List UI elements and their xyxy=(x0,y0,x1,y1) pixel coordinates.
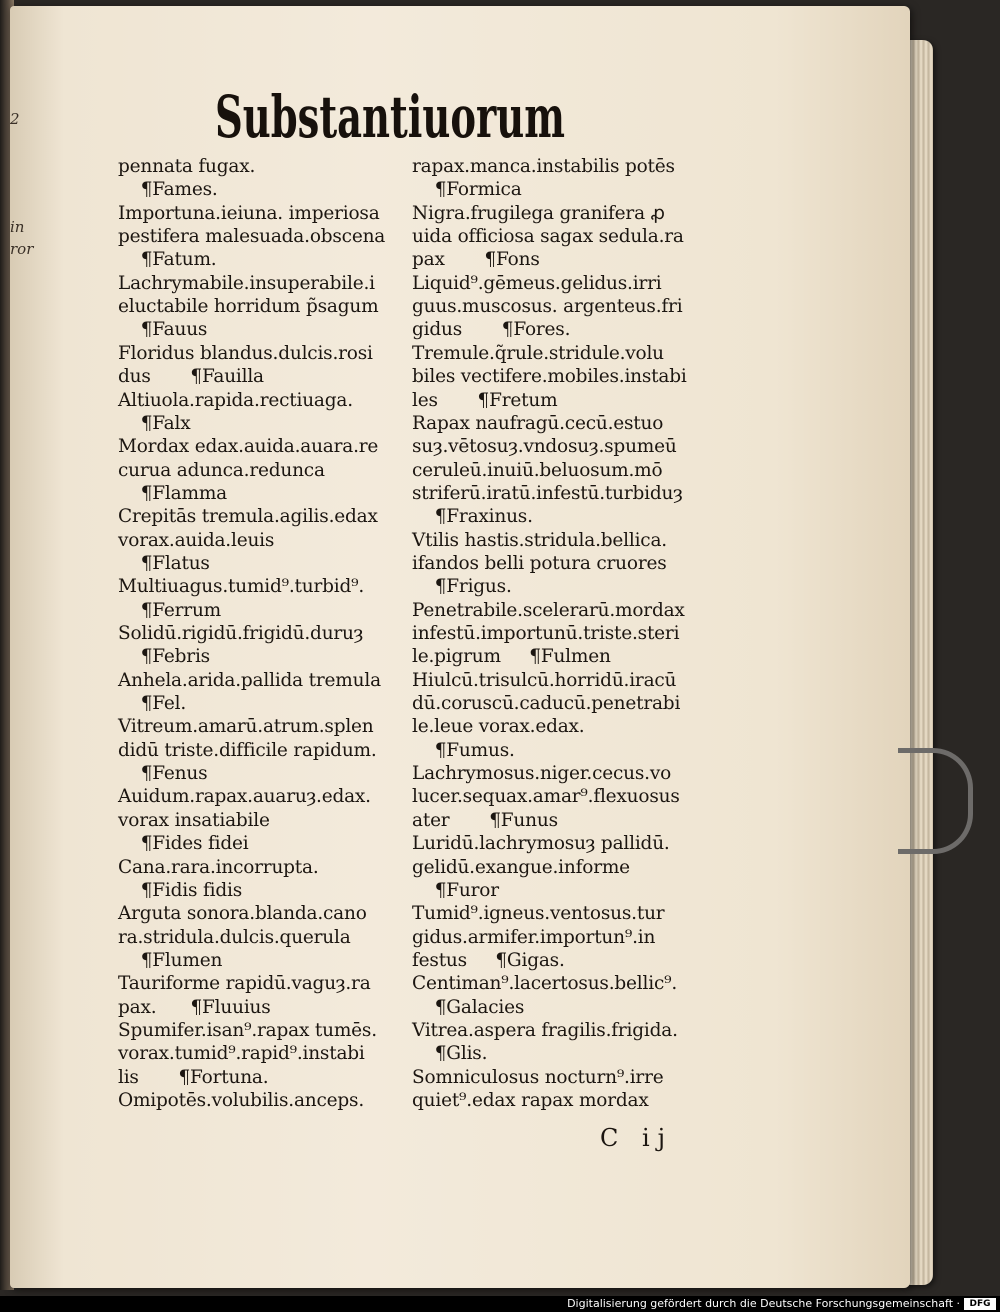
margin-note: ror xyxy=(10,240,34,258)
text-line: ifandos belli potura cruores xyxy=(412,552,667,574)
text-line: Lachrymabile.insuperabile.i xyxy=(118,272,375,294)
text-line: Hiulcū.trisulcū.horridū.iracū xyxy=(412,669,677,691)
text-line: ¶Fel. xyxy=(118,693,187,715)
signature-mark: C ij xyxy=(600,1124,674,1152)
text-line: vorax.tumid⁹.rapid⁹.instabi xyxy=(118,1043,365,1065)
text-line: vorax.auida.leuis xyxy=(118,529,275,551)
text-line: vorax insatiabile xyxy=(118,809,270,831)
text-line: Mordax edax.auida.auara.re xyxy=(118,436,379,458)
text-line: Vtilis hastis.stridula.bellica. xyxy=(412,529,667,551)
text-line: Auidum.rapax.auaruȝ.edax. xyxy=(118,786,371,808)
text-line: Omipotēs.volubilis.anceps. xyxy=(118,1090,365,1111)
text-line: Anhela.arida.pallida tremula xyxy=(118,669,381,691)
text-line: ¶Fauus xyxy=(118,319,208,341)
text-line: ¶Frigus. xyxy=(412,576,512,598)
text-line: festus ¶Gigas. xyxy=(412,949,565,971)
dfg-logo: DFG xyxy=(964,1298,996,1310)
text-line: Rapax naufragū.cecū.estuo xyxy=(412,412,664,434)
text-line: pax. ¶Fluuius xyxy=(118,996,271,1018)
text-line: striferū.iratū.infestū.turbiduȝ xyxy=(412,482,683,504)
text-line: ¶Flatus xyxy=(118,552,210,574)
text-line: Tremule.q̃rule.stridule.volu xyxy=(412,342,664,364)
text-line: ¶Falx xyxy=(118,412,191,434)
text-line: Arguta sonora.blanda.cano xyxy=(118,903,367,925)
text-line: dus ¶Fauilla xyxy=(118,366,264,388)
text-line: pestifera malesuada.obscena xyxy=(118,226,386,248)
text-line: Importuna.ieiuna. imperiosa xyxy=(118,202,380,224)
text-line: Liquid⁹.gēmeus.gelidus.irri xyxy=(412,272,662,294)
footer-bar xyxy=(0,1296,1000,1312)
text-line: ¶Flumen xyxy=(118,949,223,971)
text-line: ¶Furor xyxy=(412,879,499,901)
text-line: suȝ.vētosuȝ.vndosuȝ.spumeū xyxy=(412,436,677,458)
text-line: Somniculosus nocturn⁹.irre xyxy=(412,1066,664,1088)
text-line: uida officiosa sagax sedula.ra xyxy=(412,226,684,248)
text-line: Tumid⁹.igneus.ventosus.tur xyxy=(412,903,665,925)
text-line: Solidū.rigidū.frigidū.duruȝ xyxy=(118,623,364,644)
text-line: le.pigrum ¶Fulmen xyxy=(412,646,611,668)
text-line: ra.stridula.dulcis.querula xyxy=(118,926,351,948)
text-line: ¶Fidis fidis xyxy=(118,879,242,901)
text-line: Cana.rara.incorrupta. xyxy=(118,856,319,878)
text-line: Tauriforme rapidū.vaguȝ.ra xyxy=(118,973,371,995)
text-line: Crepitās tremula.agilis.edax xyxy=(118,506,378,528)
page-clip xyxy=(898,748,973,854)
text-line: lucer.sequax.amar⁹.flexuosus xyxy=(412,786,680,808)
text-line: eluctabile horridum p̃sagum xyxy=(118,296,379,318)
text-line: ¶Fumus. xyxy=(412,739,515,761)
text-line: ceruleū.inuiū.beluosum.mō xyxy=(412,459,663,481)
footer-credit: Digitalisierung gefördert durch die Deutsche Forschungsgemeinschaft · xyxy=(567,1297,960,1310)
text-line: Penetrabile.scelerarū.mordax xyxy=(412,599,685,621)
page-heading xyxy=(210,82,570,152)
text-line: ¶Flamma xyxy=(118,482,227,504)
text-line: biles vectifere.mobiles.instabi xyxy=(412,366,687,388)
text-line: Vitreum.amarū.atrum.splen xyxy=(118,716,374,738)
text-line: Centiman⁹.lacertosus.bellic⁹. xyxy=(412,973,678,995)
text-line: gelidū.exangue.informe xyxy=(412,856,630,878)
text-line: ¶Ferrum xyxy=(118,599,222,621)
text-line: infestū.importunū.triste.steri xyxy=(412,623,680,644)
heading-blackletter xyxy=(210,82,570,152)
text-line: pennata fugax. xyxy=(118,156,256,177)
margin-note: 2 xyxy=(10,110,20,128)
text-line: Floridus blandus.dulcis.rosi xyxy=(118,342,373,364)
text-line: Lachrymosus.niger.cecus.vo xyxy=(412,763,672,785)
text-line: lis ¶Fortuna. xyxy=(118,1066,269,1088)
text-line: ¶Formica xyxy=(412,179,522,201)
text-line: didū triste.difficile rapidum. xyxy=(118,739,377,761)
text-line: quiet⁹.edax rapax mordax xyxy=(412,1090,649,1111)
text-line: ¶Fatum. xyxy=(118,249,217,271)
text-line: ¶Fames. xyxy=(118,179,218,201)
text-line: ¶Fenus xyxy=(118,763,208,785)
text-line: ¶Fides fidei xyxy=(118,833,249,855)
text-line: gidus ¶Fores. xyxy=(412,319,571,341)
text-line: pax ¶Fons xyxy=(412,249,540,271)
margin-note: in xyxy=(10,218,25,236)
text-line: ¶Febris xyxy=(118,646,210,668)
text-line: curua adunca.redunca xyxy=(118,459,325,481)
text-line: ater ¶Funus xyxy=(412,809,558,831)
text-line: ¶Galacies xyxy=(412,996,525,1018)
heading-text: Substantiuorum xyxy=(215,83,565,151)
text-line: rapax.manca.instabilis potēs xyxy=(412,156,675,177)
text-line: Spumifer.isan⁹.rapax tumēs. xyxy=(118,1019,377,1041)
text-line: Luridū.lachrymosuȝ pallidū. xyxy=(412,833,670,855)
text-line: ¶Glis. xyxy=(412,1043,488,1065)
text-line: le.leue vorax.edax. xyxy=(412,716,585,738)
text-line: Nigra.frugilega granifera ꝓ xyxy=(412,202,665,224)
text-line: Vitrea.aspera fragilis.frigida. xyxy=(412,1019,678,1041)
text-line: ¶Fraxinus. xyxy=(412,506,533,528)
text-line: Altiuola.rapida.rectiuaga. xyxy=(118,389,353,411)
text-line: guus.muscosus. argenteus.fri xyxy=(412,296,683,318)
text-line: les ¶Fretum xyxy=(412,389,558,411)
text-line: gidus.armifer.importun⁹.in xyxy=(412,926,656,948)
text-line: dū.coruscū.caducū.penetrabi xyxy=(412,693,681,715)
text-line: Multiuagus.tumid⁹.turbid⁹. xyxy=(118,576,365,598)
